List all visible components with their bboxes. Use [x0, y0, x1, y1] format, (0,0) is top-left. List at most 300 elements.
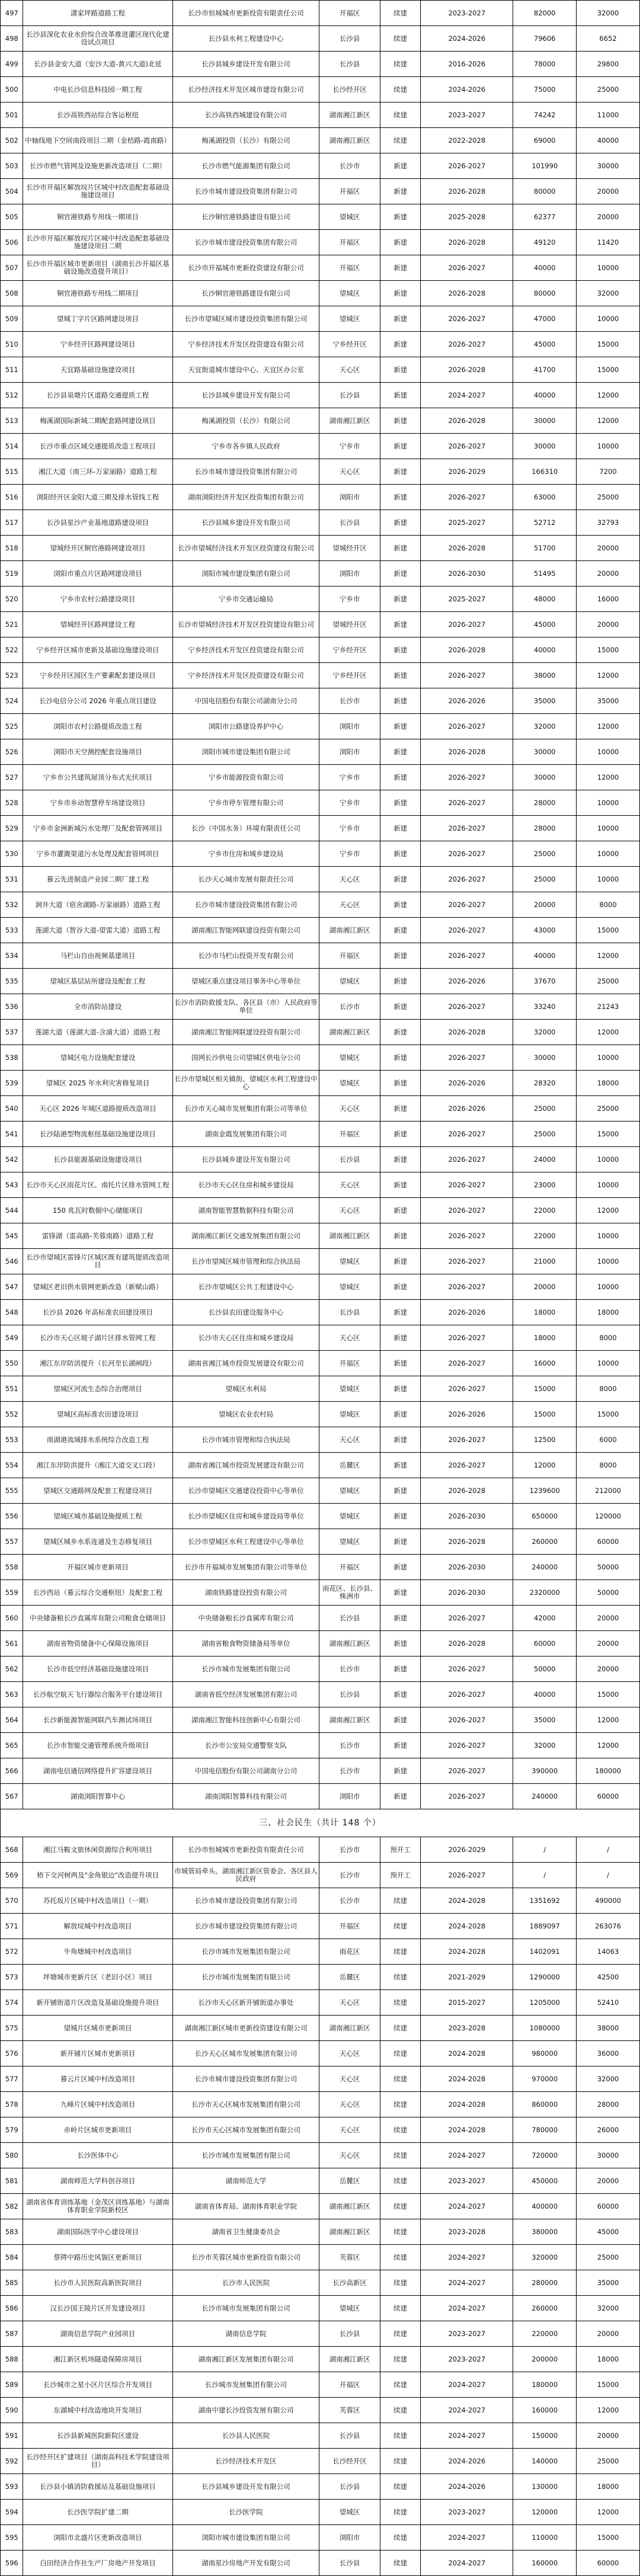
- annual-plan: 20000: [577, 1606, 640, 1631]
- construction-type: 新建: [380, 306, 420, 332]
- construction-type: 新建: [380, 1198, 420, 1223]
- region: 长沙县: [319, 52, 380, 77]
- annual-plan: 20000: [577, 2168, 640, 2194]
- project-name: 长沙高铁西站综合客运枢纽: [23, 102, 172, 128]
- construction-period: 2026-2027: [421, 663, 513, 688]
- region: 湖南湘江新区: [319, 1631, 380, 1657]
- row-number: 584: [1, 2245, 23, 2270]
- owner-unit: 长沙市城市建设投资集团有限公司: [172, 1888, 319, 1914]
- row-number: 498: [1, 26, 23, 52]
- project-name: 新开铺街道片区改造及基础设施提升项目: [23, 1990, 172, 2016]
- annual-plan: 36000: [577, 2041, 640, 2066]
- construction-type: 续建: [380, 2168, 420, 2194]
- construction-period: 2026-2027: [421, 153, 513, 179]
- owner-unit: 宁乡市交通运输局: [172, 587, 319, 612]
- owner-unit: 长沙市人民医院: [172, 2270, 319, 2296]
- region: 长沙市: [319, 153, 380, 179]
- construction-period: 2026-2028: [421, 1020, 513, 1045]
- project-name: 长沙市智能交通管理系统升级项目: [23, 1733, 172, 1758]
- table-row: [1, 1376, 640, 1402]
- annual-plan: 25000: [577, 2449, 640, 2474]
- table-row: [1, 2270, 640, 2296]
- construction-period: 2024-2027: [421, 2270, 513, 2296]
- project-name: 长沙电信分公司 2026 年重点项目建设: [23, 688, 172, 714]
- construction-period: 2026-2027: [421, 1122, 513, 1147]
- table-row: [1, 1427, 640, 1453]
- owner-unit: 宁乡市各乡镇人民政府: [172, 434, 319, 459]
- total-investment: 51495: [513, 561, 577, 587]
- annual-plan: 30000: [577, 153, 640, 179]
- row-number: 558: [1, 1555, 23, 1580]
- construction-type: 新建: [380, 1274, 420, 1300]
- owner-unit: 浏阳市城市建设集团有限公司: [172, 739, 319, 765]
- construction-type: 新建: [380, 867, 420, 892]
- construction-type: 新建: [380, 1376, 420, 1402]
- construction-period: 2026-2029: [421, 1837, 513, 1863]
- total-investment: 101990: [513, 153, 577, 179]
- table-row: [1, 1784, 640, 1809]
- construction-type: 新建: [380, 587, 420, 612]
- construction-period: 2026-2027: [421, 790, 513, 816]
- construction-type: 续建: [380, 2474, 420, 2500]
- table-row: [1, 281, 640, 306]
- region: 浏阳市: [319, 2525, 380, 2551]
- construction-period: 2026-2028: [421, 1631, 513, 1657]
- project-name: 中轴线地下空间南段项目二期（金桔路-霞南路）: [23, 128, 172, 153]
- construction-type: 新建: [380, 612, 420, 637]
- row-number: 548: [1, 1300, 23, 1325]
- project-name: 浏阳市北盛片区更新改造项目: [23, 2525, 172, 2551]
- total-investment: 24000: [513, 1147, 577, 1172]
- row-number: 588: [1, 2347, 23, 2372]
- annual-plan: 18000: [577, 1300, 640, 1325]
- construction-period: 2023-2027: [421, 1, 513, 26]
- annual-plan: 60000: [577, 1784, 640, 1809]
- region: 望城区: [319, 1274, 380, 1300]
- owner-unit: 浏阳市城市建设集团有限公司: [172, 561, 319, 587]
- construction-period: 2026-2028: [421, 637, 513, 663]
- project-name: 中电长沙信息科技园一期工程: [23, 77, 172, 102]
- construction-period: 2026-2027: [421, 867, 513, 892]
- owner-unit: 天宜街道城市建设中心、天宜区办公室: [172, 357, 319, 383]
- region: 望城区: [319, 1402, 380, 1427]
- total-investment: 1080000: [513, 2016, 577, 2041]
- construction-type: 续建: [380, 2041, 420, 2066]
- annual-plan: 12000: [577, 663, 640, 688]
- construction-type: 续建: [380, 2449, 420, 2474]
- annual-plan: 20000: [577, 2423, 640, 2449]
- construction-type: 新建: [380, 357, 420, 383]
- row-number: 585: [1, 2270, 23, 2296]
- total-investment: 2320000: [513, 1580, 577, 1606]
- construction-type: 新建: [380, 1300, 420, 1325]
- project-name: 湖南师范大学科创谷项目: [23, 2168, 172, 2194]
- region: 天心区: [319, 2117, 380, 2143]
- region: 天心区: [319, 892, 380, 918]
- table-row: [1, 765, 640, 790]
- total-investment: 62377: [513, 204, 577, 230]
- total-investment: 180000: [513, 2372, 577, 2398]
- region: 长沙市: [319, 688, 380, 714]
- project-name: 天宜路基础设施建设项目: [23, 357, 172, 383]
- owner-unit: 长沙市望城经济技术开发区投资建设有限公司: [172, 612, 319, 637]
- annual-plan: 20000: [577, 1657, 640, 1682]
- project-name: 暮云先进制造产业园二期厂建工程: [23, 867, 172, 892]
- project-name: 望城片区城市更新项目: [23, 2016, 172, 2041]
- owner-unit: 湖南湘江新区交通发展集团有限公司: [172, 1223, 319, 1249]
- annual-plan: 12000: [577, 383, 640, 408]
- total-investment: 50000: [513, 1657, 577, 1682]
- project-name: 望城区基层站所建设及配套工程: [23, 969, 172, 994]
- project-name: 望城区城乡水系连通及生态修复项目: [23, 1529, 172, 1555]
- owner-unit: 长沙市开福城市更新投资建设有限公司: [172, 255, 319, 281]
- construction-period: 2026-2027: [421, 1325, 513, 1351]
- construction-period: 2026-2027: [421, 1351, 513, 1376]
- region: 长沙市: [319, 1733, 380, 1758]
- owner-unit: 国网长沙供电公司望城区供电分公司: [172, 1045, 319, 1071]
- table-row: [1, 1325, 640, 1351]
- project-name: 望城区 2025 年水利灾害修复项目: [23, 1071, 172, 1096]
- total-investment: 20000: [513, 892, 577, 918]
- project-name: 湘江东岸防洪提升（湘江大道交叉口段）: [23, 1453, 172, 1478]
- total-investment: 52712: [513, 510, 577, 536]
- construction-type: 新建: [380, 1733, 420, 1758]
- region: 宁乡市: [319, 816, 380, 841]
- construction-period: 2026-2028: [421, 179, 513, 204]
- construction-type: 续建: [380, 1888, 420, 1914]
- construction-type: 续建: [380, 2194, 420, 2219]
- total-investment: 40000: [513, 383, 577, 408]
- construction-period: 2026-2027: [421, 1147, 513, 1172]
- annual-plan: 20000: [577, 1631, 640, 1657]
- row-number: 542: [1, 1147, 23, 1172]
- total-investment: 130000: [513, 2474, 577, 2500]
- annual-plan: 20000: [577, 204, 640, 230]
- region: 湖南湘江新区: [319, 408, 380, 434]
- annual-plan: 32000: [577, 2296, 640, 2321]
- project-name: 宁乡经开区园区生产要素配套建设项目: [23, 663, 172, 688]
- project-name: 湘江东岸防洪提升（长河至长湖闸段）: [23, 1351, 172, 1376]
- construction-period: 2025-2027: [421, 510, 513, 536]
- row-number: 547: [1, 1274, 23, 1300]
- total-investment: 720000: [513, 2143, 577, 2168]
- construction-period: 2026-2028: [421, 1478, 513, 1504]
- annual-plan: 20000: [577, 561, 640, 587]
- row-number: 562: [1, 1657, 23, 1682]
- total-investment: 35000: [513, 688, 577, 714]
- table-row: [1, 179, 640, 204]
- construction-type: 新建: [380, 765, 420, 790]
- row-number: 531: [1, 867, 23, 892]
- total-investment: 40000: [513, 943, 577, 969]
- annual-plan: 25000: [577, 77, 640, 102]
- table-row: [1, 1096, 640, 1122]
- construction-type: 新建: [380, 1657, 420, 1682]
- table-row: [1, 1, 640, 26]
- construction-period: 2026-2028: [421, 230, 513, 255]
- owner-unit: 长沙市城市发展集团有限公司: [172, 1965, 319, 1990]
- construction-type: 预开工: [380, 1837, 420, 1863]
- project-name: 望城区高标准农田建设项目: [23, 1402, 172, 1427]
- project-name: 宁乡市金洲新城污水处理厂及配套管网项目: [23, 816, 172, 841]
- construction-period: 2026-2027: [421, 1198, 513, 1223]
- owner-unit: 湖南信息学院: [172, 2321, 319, 2347]
- region: 开福区: [319, 255, 380, 281]
- table-row: [1, 383, 640, 408]
- total-investment: 49120: [513, 230, 577, 255]
- construction-period: 2026-2027: [421, 485, 513, 510]
- row-number: 533: [1, 918, 23, 943]
- table-row: [1, 1453, 640, 1478]
- total-investment: 40000: [513, 255, 577, 281]
- annual-plan: 45000: [577, 2219, 640, 2245]
- table-row: [1, 816, 640, 841]
- row-number: 576: [1, 2041, 23, 2066]
- total-investment: 51700: [513, 536, 577, 561]
- row-number: 572: [1, 1939, 23, 1965]
- annual-plan: 12000: [577, 1020, 640, 1045]
- table-row: [1, 2347, 640, 2372]
- region: 雨花区、长沙县、株洲市: [319, 1580, 380, 1606]
- table-row: [1, 1172, 640, 1198]
- construction-period: 2026-2026: [421, 1096, 513, 1122]
- owner-unit: 长沙市城市发展集团有限公司: [172, 2143, 319, 2168]
- construction-type: 续建: [380, 1, 420, 26]
- region: 长沙高新区: [319, 2270, 380, 2296]
- region: 浏阳市: [319, 739, 380, 765]
- table-row: [1, 561, 640, 587]
- project-name: 宁乡市公共建筑屋顶分布式光伏项目: [23, 765, 172, 790]
- construction-type: 新建: [380, 1478, 420, 1504]
- table-row: [1, 1606, 640, 1631]
- project-name: 蔡锷中路历史风貌区更新项目: [23, 2245, 172, 2270]
- annual-plan: 26000: [577, 2117, 640, 2143]
- row-number: 593: [1, 2474, 23, 2500]
- annual-plan: 10000: [577, 255, 640, 281]
- construction-period: 2023-2027: [421, 2168, 513, 2194]
- annual-plan: 11420: [577, 230, 640, 255]
- construction-period: 2024-2027: [421, 2423, 513, 2449]
- total-investment: 47000: [513, 306, 577, 332]
- project-name: 铜官港铁路专用线二期项目: [23, 281, 172, 306]
- owner-unit: 长沙市公安局交通警察支队: [172, 1733, 319, 1758]
- total-investment: 1889097: [513, 1914, 577, 1939]
- annual-plan: 20000: [577, 2321, 640, 2347]
- total-investment: 780000: [513, 2117, 577, 2143]
- owner-unit: 长沙市城市建设投资集团有限公司: [172, 179, 319, 204]
- table-row: [1, 1223, 640, 1249]
- construction-period: 2024-2028: [421, 2117, 513, 2143]
- region: 宁乡市: [319, 765, 380, 790]
- construction-period: 2024-2026: [421, 2474, 513, 2500]
- row-number: 497: [1, 1, 23, 26]
- region: 长沙市: [319, 1758, 380, 1784]
- construction-type: 新建: [380, 1045, 420, 1071]
- construction-type: 新建: [380, 1402, 420, 1427]
- project-name: 长沙新能源智能网联汽车测试场项目: [23, 1707, 172, 1733]
- region: 宁乡经开区: [319, 637, 380, 663]
- table-row: [1, 1733, 640, 1758]
- table-row: [1, 1020, 640, 1045]
- construction-period: 2023-2027: [421, 2321, 513, 2347]
- owner-unit: 望城区重点建设项目事务中心等单位: [172, 969, 319, 994]
- construction-period: 2026-2027: [421, 816, 513, 841]
- row-number: 573: [1, 1965, 23, 1990]
- table-row: [1, 841, 640, 867]
- table-row: [1, 1478, 640, 1504]
- construction-period: 2026-2027: [421, 434, 513, 459]
- annual-plan: 20000: [577, 612, 640, 637]
- total-investment: 45000: [513, 332, 577, 357]
- region: 开福区: [319, 179, 380, 204]
- table-row: [1, 1274, 640, 1300]
- table-row: [1, 2245, 640, 2270]
- row-number: 500: [1, 77, 23, 102]
- table-row: [1, 943, 640, 969]
- construction-type: 续建: [380, 2143, 420, 2168]
- table-row: [1, 2474, 640, 2500]
- total-investment: 650000: [513, 1504, 577, 1529]
- table-row: [1, 1965, 640, 1990]
- row-number: 557: [1, 1529, 23, 1555]
- total-investment: 1205000: [513, 1990, 577, 2016]
- owner-unit: 长沙市城市建设投资集团有限公司: [172, 230, 319, 255]
- table-row: [1, 2398, 640, 2423]
- construction-type: 新建: [380, 230, 420, 255]
- project-name: 汉长沙国王陵片区开发建设项目: [23, 2296, 172, 2321]
- region: 岳麓区: [319, 2168, 380, 2194]
- annual-plan: 25000: [577, 485, 640, 510]
- row-number: 574: [1, 1990, 23, 2016]
- owner-unit: 中国电信股份有限公司湖南分公司: [172, 688, 319, 714]
- table-row: [1, 994, 640, 1020]
- annual-plan: 263076: [577, 1914, 640, 1939]
- row-number: 515: [1, 459, 23, 485]
- row-number: 504: [1, 179, 23, 204]
- table-row: [1, 357, 640, 383]
- total-investment: 22000: [513, 1223, 577, 1249]
- construction-type: 新建: [380, 1631, 420, 1657]
- owner-unit: 宁乡经济技术开发区投资建设有限公司: [172, 332, 319, 357]
- annual-plan: 120000: [577, 1504, 640, 1529]
- annual-plan: 15000: [577, 2372, 640, 2398]
- row-number: 522: [1, 637, 23, 663]
- annual-plan: 10000: [577, 1274, 640, 1300]
- owner-unit: 长沙天心城市发展有限责任公司: [172, 867, 319, 892]
- construction-period: 2024-2027: [421, 2525, 513, 2551]
- construction-period: 2026-2027: [421, 918, 513, 943]
- table-row: [1, 688, 640, 714]
- construction-period: 2026-2027: [421, 1376, 513, 1402]
- owner-unit: 湖南金霞发展集团有限公司: [172, 1122, 319, 1147]
- owner-unit: 长沙市城市建设投资集团有限公司: [172, 1914, 319, 1939]
- total-investment: 20000: [513, 1274, 577, 1300]
- row-number: 559: [1, 1580, 23, 1606]
- construction-type: 新建: [380, 739, 420, 765]
- table-row: [1, 52, 640, 77]
- total-investment: 30000: [513, 739, 577, 765]
- owner-unit: 宁乡市能源投资有限公司: [172, 765, 319, 790]
- annual-plan: 6652: [577, 26, 640, 52]
- owner-unit: 望城区农业农村局: [172, 1402, 319, 1427]
- total-investment: 12000: [513, 1453, 577, 1478]
- construction-period: 2024-2028: [421, 2092, 513, 2117]
- owner-unit: 长沙医学院: [172, 2500, 319, 2525]
- total-investment: 110000: [513, 2525, 577, 2551]
- construction-type: 新建: [380, 1325, 420, 1351]
- construction-type: 续建: [380, 2398, 420, 2423]
- construction-type: 续建: [380, 2016, 420, 2041]
- project-name: 长沙县 2026 年高标准农田建设项目: [23, 1300, 172, 1325]
- region: 天心区: [319, 1427, 380, 1453]
- construction-type: 新建: [380, 1529, 420, 1555]
- annual-plan: 30000: [577, 2143, 640, 2168]
- region: 长沙市: [319, 1657, 380, 1682]
- construction-period: 2026-2027: [421, 994, 513, 1020]
- row-number: 541: [1, 1122, 23, 1147]
- annual-plan: 10000: [577, 1351, 640, 1376]
- project-name: 南湖港流域排水系统综合改造工程: [23, 1427, 172, 1453]
- annual-plan: 32000: [577, 1, 640, 26]
- construction-period: 2026-2027: [421, 1682, 513, 1707]
- construction-period: 2023-2028: [421, 2219, 513, 2245]
- total-investment: 23000: [513, 1172, 577, 1198]
- construction-period: 2026-2028: [421, 281, 513, 306]
- region: 湖南湘江新区: [319, 918, 380, 943]
- region: 开福区: [319, 1351, 380, 1376]
- project-name: 长沙县星沙产业基地道路建设项目: [23, 510, 172, 536]
- total-investment: 30000: [513, 408, 577, 434]
- project-name: 长沙城市之星小区片区综合开发项目: [23, 2372, 172, 2398]
- construction-period: 2026-2029: [421, 459, 513, 485]
- region: 长沙县: [319, 383, 380, 408]
- construction-type: 新建: [380, 561, 420, 587]
- construction-type: 新建: [380, 663, 420, 688]
- construction-period: 2024-2028: [421, 1939, 513, 1965]
- region: 望城区: [319, 969, 380, 994]
- owner-unit: 湖南省湘江城市投资发展建设有限公司: [172, 1453, 319, 1478]
- total-investment: 16000: [513, 1351, 577, 1376]
- total-investment: 33240: [513, 994, 577, 1020]
- row-number: 526: [1, 739, 23, 765]
- construction-type: 续建: [380, 52, 420, 77]
- owner-unit: 长沙县农田建设服务中心: [172, 1300, 319, 1325]
- region: 开福区: [319, 2372, 380, 2398]
- owner-unit: 浏阳市公路建设养护中心: [172, 714, 319, 739]
- construction-type: 新建: [380, 1071, 420, 1096]
- project-name: 九峰片区城中村改造项目: [23, 2092, 172, 2117]
- project-name: 宁乡市乡动智慧停车场建设项目: [23, 790, 172, 816]
- project-name: 浏阳市农村公路提质改造工程: [23, 714, 172, 739]
- project-name: 长沙经开区扩建项目（湖南高科技术学院建设项目）: [23, 2449, 172, 2474]
- region: 天心区: [319, 357, 380, 383]
- construction-period: 2026-2030: [421, 561, 513, 587]
- project-name: 洞井大道（宿舍湖路-万家丽路）道路工程: [23, 892, 172, 918]
- row-number: 518: [1, 536, 23, 561]
- construction-type: 续建: [380, 1939, 420, 1965]
- annual-plan: 10000: [577, 434, 640, 459]
- construction-type: 续建: [380, 1914, 420, 1939]
- annual-plan: 12000: [577, 2398, 640, 2423]
- owner-unit: 市城管局牵头，湖南湘江新区管委会、各区县人民政府: [172, 1863, 319, 1888]
- total-investment: 42000: [513, 1606, 577, 1631]
- table-row: [1, 1990, 640, 2016]
- table-row: [1, 153, 640, 179]
- total-investment: 25000: [513, 841, 577, 867]
- row-number: 563: [1, 1682, 23, 1707]
- table-row: [1, 255, 640, 281]
- annual-plan: 25000: [577, 2245, 640, 2270]
